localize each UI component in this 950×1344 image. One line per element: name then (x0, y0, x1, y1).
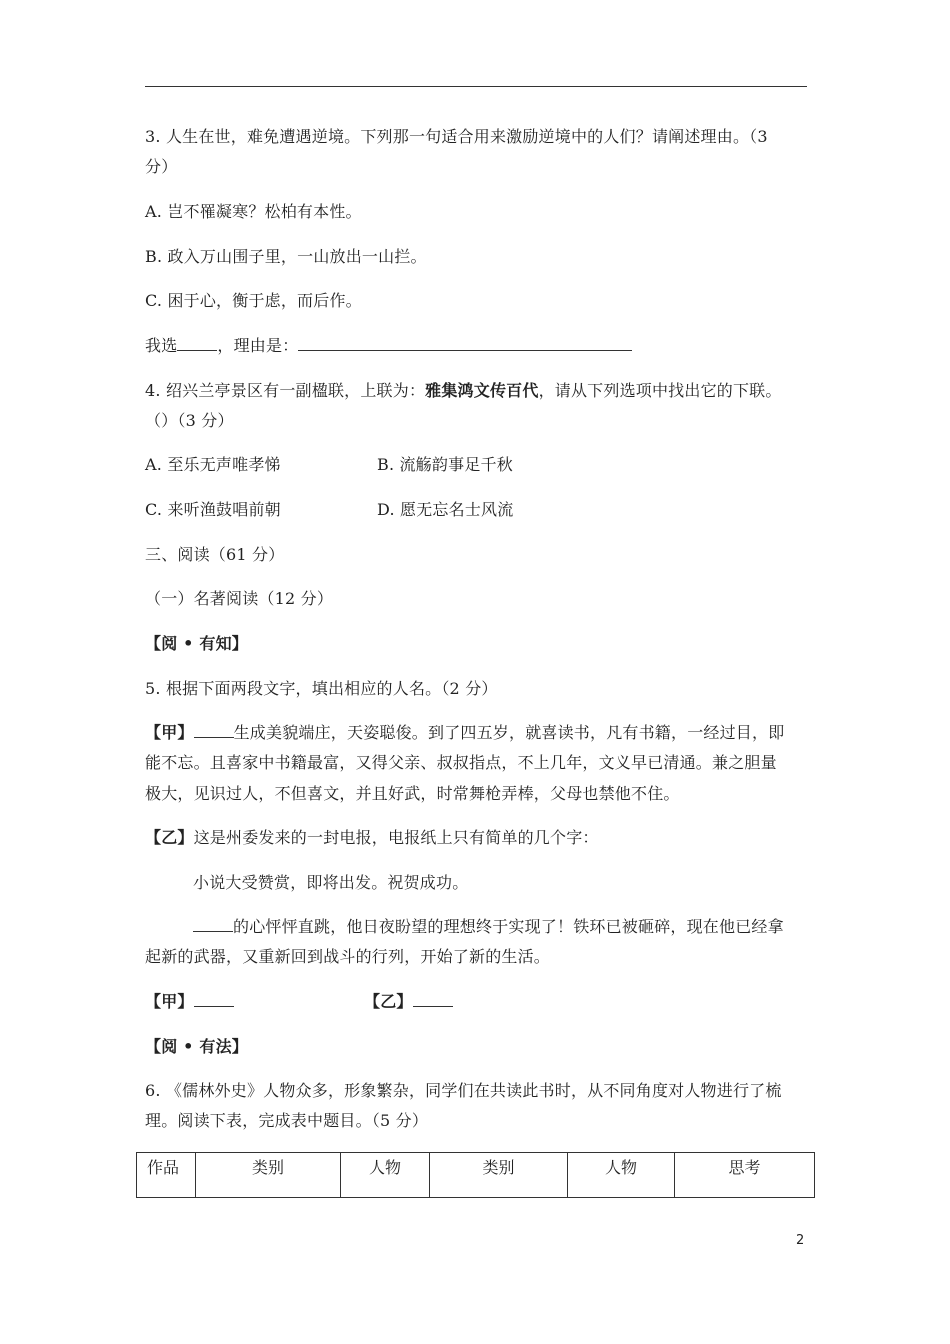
q5-ans-jia-blank[interactable] (194, 988, 234, 1007)
q5-jia-tag: 【甲】 (145, 723, 194, 742)
q4-upper-couplet: 雅集鸿文传百代 (425, 381, 539, 400)
q3-choice-blank[interactable] (177, 332, 217, 351)
q5-answer-row (145, 987, 413, 1017)
section-heading: 三、阅读（61 分） (145, 545, 285, 564)
q4-options-row1 (145, 450, 513, 480)
page-number: 2 (796, 1233, 805, 1248)
q3-option-b: B. 政入万山围子里，一山放出一山拦。 (145, 247, 427, 266)
q5-yi-line1 (145, 823, 599, 853)
q4-option-d: D. 愿无忘名士风流 (377, 500, 514, 519)
q5-yi-text2: 的心怦怦直跳，他日夜盼望的理想终于实现了！铁环已被砸碎，现在他已经拿 (233, 917, 784, 936)
q5-yi-line3: 起新的武器，又重新回到战斗的行列，开始了新的生活。 (145, 947, 551, 966)
q3-stem-line1: 3. 人生在世，难免遭遇逆境。下列那一句适合用来激励逆境中的人们？请阐述理由。（3 (145, 127, 768, 146)
q6-table (136, 1152, 815, 1198)
q5-stem: 5. 根据下面两段文字，填出相应的人名。（2 分） (145, 679, 498, 698)
q4-option-c: C. 来听渔鼓唱前朝 (145, 500, 281, 519)
q4-options-row2 (145, 495, 514, 525)
q5-jia-line3: 极大，见识过人，不但喜文，并且好武，时常舞枪弄棒，父母也禁他不住。 (145, 784, 680, 803)
q4-option-a: A. 至乐无声唯孝悌 (145, 455, 281, 474)
q6-stem-line1: 6. 《儒林外史》人物众多，形象繁杂，同学们在共读此书时，从不同角度对人物进行了梳 (145, 1081, 782, 1100)
q6-stem-line2: 理。阅读下表，完成表中题目。（5 分） (145, 1111, 429, 1130)
table-header-cell: 类别 (196, 1153, 341, 1198)
q5-yi-tag: 【乙】 (145, 828, 194, 847)
tag-read-know: 【阅 • 有知】 (145, 634, 248, 653)
q5-ans-yi-tag: 【乙】 (364, 992, 413, 1011)
table-header-cell: 人物 (568, 1153, 675, 1198)
subsection-heading: （一）名著阅读（12 分） (145, 589, 334, 608)
q3-option-a: A. 岂不罹凝寒？松柏有本性。 (145, 202, 362, 221)
q3-reason-blank[interactable] (298, 332, 632, 351)
q3-option-c: C. 困于心，衡于虑，而后作。 (145, 291, 362, 310)
q3-answer-mid: ，理由是： (217, 336, 299, 355)
q5-jia-line1 (145, 718, 784, 748)
q4-stem-pre: 4. 绍兴兰亭景区有一副楹联，上联为： (145, 381, 426, 400)
table-header-cell: 思考 (675, 1153, 815, 1198)
q5-yi-text1: 这是州委发来的一封电报，电报纸上只有简单的几个字： (193, 828, 599, 847)
q5-yi-line2 (193, 912, 784, 942)
q5-ans-yi-blank[interactable] (413, 988, 453, 1007)
q5-ans-jia-tag: 【甲】 (145, 992, 194, 1011)
q5-jia-name-blank[interactable] (194, 719, 234, 738)
q5-jia-text1: 生成美貌端庄，天姿聪俊。到了四五岁，就喜读书，凡有书籍，一经过目，即 (233, 723, 785, 742)
q5-jia-line2: 能不忘。且喜家中书籍最富，又得父亲、叔叔指点，不上几年，文义早已清通。兼之胆量 (145, 753, 777, 772)
q5-ans-yi (364, 987, 453, 1017)
q4-stem-post: ，请从下列选项中找出它的下联。 (538, 381, 782, 400)
q5-yi-telegram: 小说大受赞赏，即将出发。祝贺成功。 (193, 873, 469, 892)
table-header-cell: 作品 (137, 1153, 196, 1198)
table-header-row (137, 1153, 815, 1198)
q3-stem-line2: 分） (145, 157, 178, 176)
q4-stem-line1 (145, 376, 782, 406)
tag-read-method: 【阅 • 有法】 (145, 1037, 248, 1056)
header-rule (145, 86, 807, 87)
q3-answer-prefix: 我选 (145, 336, 178, 355)
q3-answer-line (145, 331, 632, 361)
q4-option-b: B. 流觞韵事足千秋 (377, 455, 513, 474)
q5-yi-name-blank[interactable] (193, 913, 233, 932)
table-header-cell: 人物 (341, 1153, 430, 1198)
q4-stem-line2: （）（3 分） (145, 411, 234, 430)
table-header-cell: 类别 (430, 1153, 568, 1198)
